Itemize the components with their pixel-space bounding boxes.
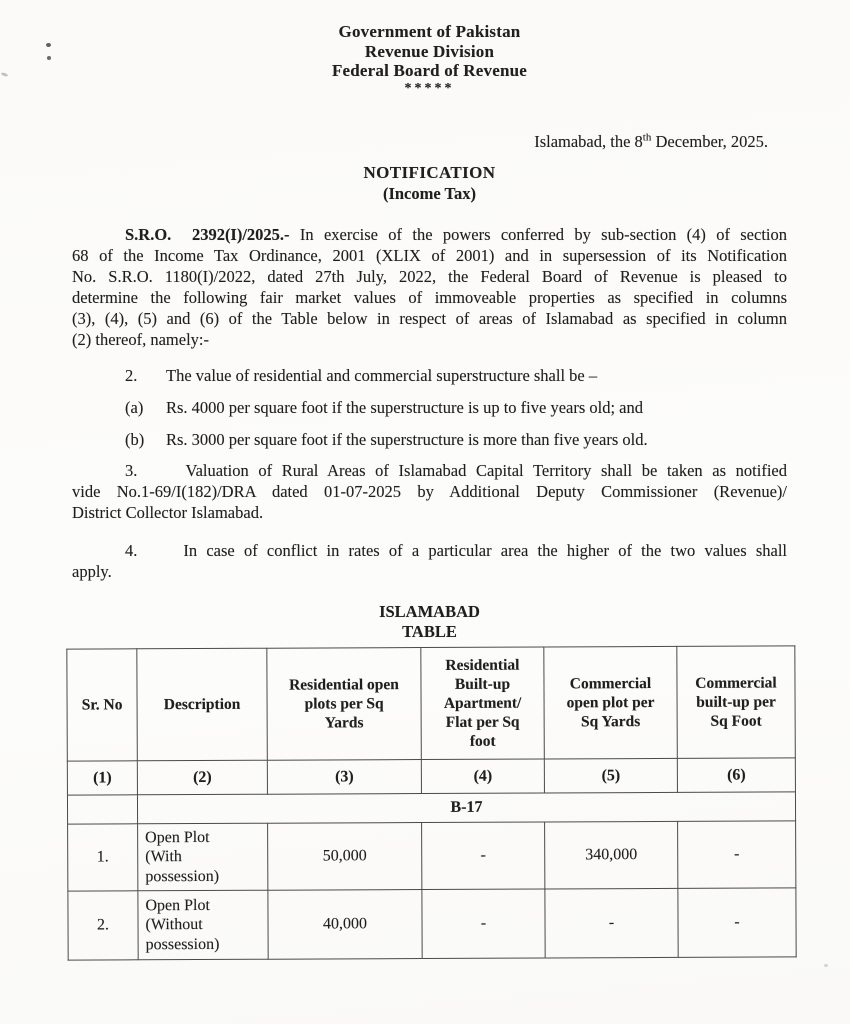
notification-title: NOTIFICATION (363, 162, 496, 182)
clause-3 (72, 460, 787, 524)
clause-2a-number: (a) (125, 397, 144, 417)
sro-number: S.R.O. 2392(I)/2025.- (125, 224, 290, 244)
column-number-6: (6) (677, 758, 795, 793)
table-title-table: TABLE (402, 622, 457, 642)
sro-paragraph-line-6: (2) thereof, namely:- (72, 329, 209, 349)
row1-commercial-open: 340,000 (545, 822, 678, 890)
clause-3-line-1: 3. Valuation of Rural Areas of Islamabad Capital Territory shall be taken as notified (125, 460, 787, 480)
valuation-table (66, 646, 796, 961)
section-row-empty-cell (67, 795, 137, 824)
scan-artifact-smudge (1, 72, 9, 77)
clause-2-number: 2. (125, 365, 138, 385)
table-header-row (67, 646, 795, 761)
letterhead-board-line: Federal Board of Revenue (331, 61, 528, 80)
header-sr-no: Sr. No (67, 649, 137, 761)
dateline-post: December, 2025. (651, 131, 768, 151)
column-number-2: (2) (137, 761, 267, 796)
row1-sr: 1. (68, 824, 138, 891)
scan-artifact-dot (47, 56, 51, 60)
dateline-ordinal: th (642, 131, 652, 143)
header-commercial-open-plot: Commercial open plot per Sq Yards (544, 647, 677, 760)
clause-2a-text: Rs. 4000 per square foot if the superstructure is up to five years old; and (166, 397, 644, 417)
sro-paragraph-line-5: (3), (4), (5) and (6) of the Table below in respect of areas of Islamabad as specified in column (72, 308, 787, 328)
clause-2b-text: Rs. 3000 per square foot if the superstructure is more than five years old. (166, 429, 648, 449)
header-residential-open-plots: Residential open plots per Sq Yards (267, 648, 421, 761)
header-commercial-built-up: Commercial built-up per Sq Foot (677, 646, 795, 759)
letterhead-stars: ***** (404, 80, 455, 96)
row2-description: Open Plot (Without possession) (138, 891, 268, 961)
header-description: Description (137, 649, 267, 762)
row1-description: Open Plot (With possession) (138, 824, 268, 892)
clause-2b (125, 429, 787, 450)
letterhead-government-line: Government of Pakistan (338, 22, 521, 41)
section-row-b17 (67, 792, 795, 824)
clause-4 (72, 540, 787, 582)
column-number-4: (4) (421, 759, 544, 794)
notification-subtitle: (Income Tax) (382, 183, 477, 203)
scan-artifact-dot (46, 43, 51, 47)
clause-3-line-3: District Collector Islamabad. (72, 503, 264, 523)
column-number-row (67, 758, 795, 795)
table-row-1 (68, 821, 796, 891)
letterhead-division-line: Revenue Division (364, 41, 495, 61)
row1-residential-built-up: - (422, 822, 545, 890)
clause-2-text: The value of residential and commercial superstructure shall be – (166, 365, 598, 385)
sro-line1-rest: In exercise of the powers conferred by sub-section (4) of section (289, 224, 787, 244)
sro-paragraph-line-1 (72, 224, 787, 245)
row2-residential-open: 40,000 (268, 890, 422, 960)
row1-commercial-built-up: - (678, 821, 796, 889)
column-number-5: (5) (544, 759, 677, 794)
row2-commercial-open: - (545, 889, 678, 959)
clause-4-line-2: apply. (72, 562, 112, 582)
clause-2b-number: (b) (125, 429, 145, 449)
clause-2 (125, 365, 787, 386)
sro-paragraph-line-4: determine the following fair market values of immoveable properties as specified in columns (72, 287, 787, 307)
sro-paragraph (72, 224, 787, 350)
dateline (72, 131, 787, 152)
column-number-1: (1) (67, 761, 137, 795)
document-content (72, 22, 787, 959)
clause-3-line-2: vide No.1-69/I(182)/DRA dated 01-07-2025 by Additional Deputy Commissioner (Revenue)/ (72, 481, 787, 501)
clause-4-line-1: 4. In case of conflict in rates of a particular area the higher of the two values shall (125, 541, 787, 561)
row1-residential-open: 50,000 (268, 823, 422, 891)
row2-residential-built-up: - (422, 889, 545, 959)
sro-paragraph-line-2: 68 of the Income Tax Ordinance, 2001 (XLIX of 2001) and in supersession of its Notification (72, 245, 787, 265)
row2-sr: 2. (68, 891, 138, 960)
dateline-pre: Islamabad, the 8 (534, 131, 643, 151)
row2-commercial-built-up: - (678, 888, 796, 958)
column-number-3: (3) (267, 760, 421, 795)
sro-paragraph-line-3: No. S.R.O. 1180(I)/2022, dated 27th July, 2022, the Federal Board of Revenue is pleased to (72, 266, 787, 286)
table-row-2 (68, 888, 796, 960)
table-title-islamabad: ISLAMABAD (379, 602, 480, 622)
letterhead (72, 22, 787, 97)
section-label: B-17 (137, 792, 795, 824)
header-residential-built-up: Residential Built-up Apartment/ Flat per Sq foot (421, 647, 544, 760)
clause-2a (125, 397, 787, 418)
scan-artifact-smudge (824, 964, 828, 967)
